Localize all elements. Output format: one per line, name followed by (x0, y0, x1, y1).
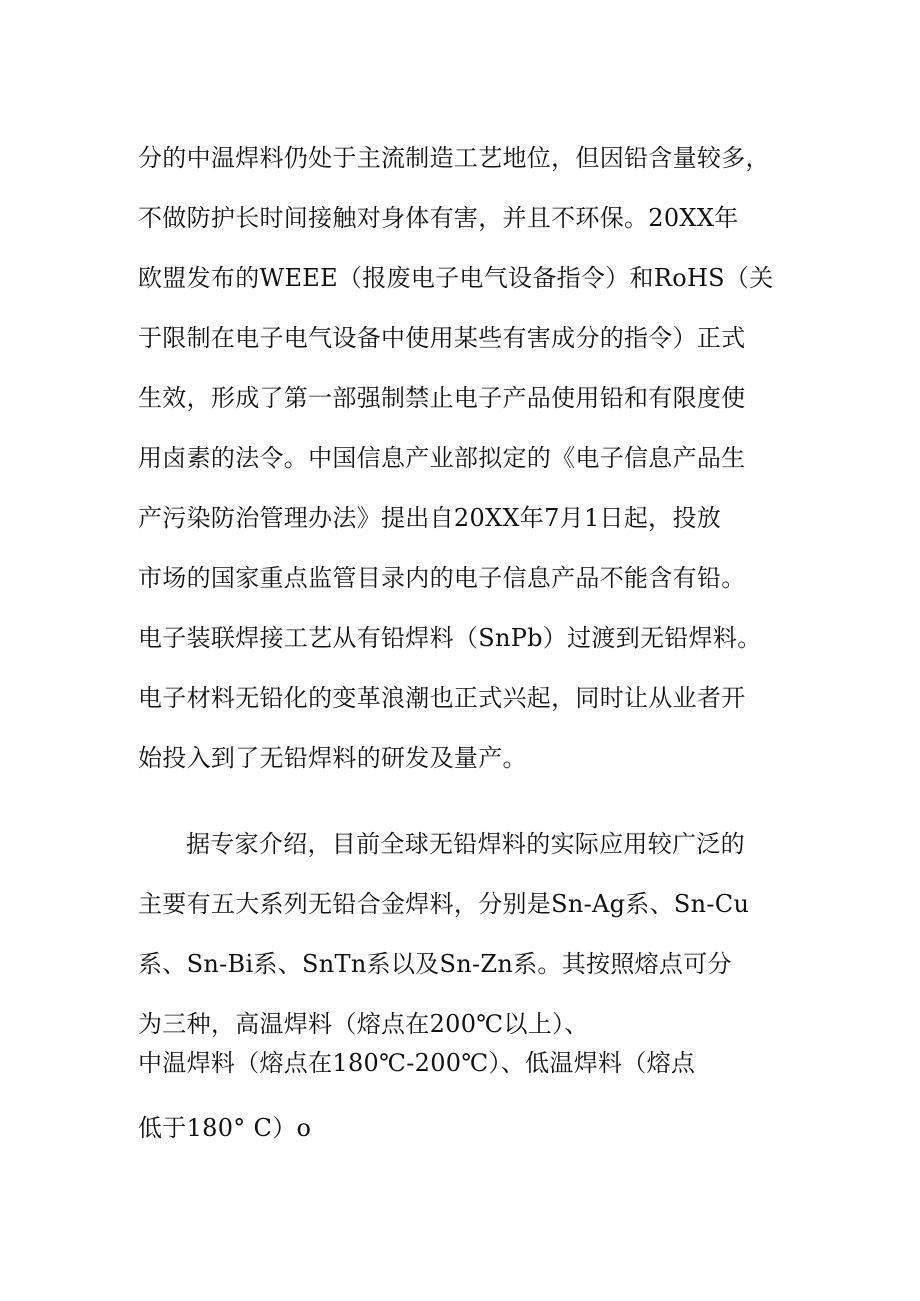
text-line: 市场的国家重点监管目录内的电子信息产品不能含有铅。 (138, 564, 746, 592)
text-line: 主要有五大系列无铅合金焊料，分别是Sn-Ag系、Sn-Cu (138, 890, 750, 918)
text-line: 分的中温焊料仍处于主流制造工艺地位，但因铅含量较多， (138, 144, 770, 172)
text-line: 欧盟发布的WEEE（报废电子电气设备指令）和RoHS（关 (138, 264, 774, 292)
text-line: 始投入到了无铅焊料的研发及量产。 (138, 744, 527, 772)
text-line: 产污染防治管理办法》提出自20XX年7月1日起，投放 (138, 504, 722, 532)
text-line: 中温焊料（熔点在180℃-200℃）、低温焊料（熔点 (138, 1049, 696, 1077)
text-line: 为三种，高温焊料（熔点在200℃以上）、 (138, 1010, 589, 1038)
text-line: 不做防护长时间接触对身体有害，并且不环保。20XX年 (138, 204, 739, 232)
text-line: 生效，形成了第一部强制禁止电子产品使用铅和有限度使 (138, 384, 746, 412)
text-line: 用卤素的法令。中国信息产业部拟定的《电子信息产品生 (138, 444, 746, 472)
text-line: 低于180° C）o (138, 1114, 312, 1142)
text-line: 电子材料无铅化的变革浪潮也正式兴起，同时让从业者开 (138, 684, 746, 712)
text-line: 电子装联焊接工艺从有铅焊料（SnPb）过渡到无铅焊料。 (138, 624, 762, 652)
text-line: 据专家介绍，目前全球无铅焊料的实际应用较广泛的 (186, 830, 745, 858)
text-line: 于限制在电子电气设备中使用某些有害成分的指令）正式 (138, 324, 746, 352)
text-line: 系、Sn-Bi系、SnTn系以及Sn-Zn系。其按照熔点可分 (138, 950, 732, 978)
